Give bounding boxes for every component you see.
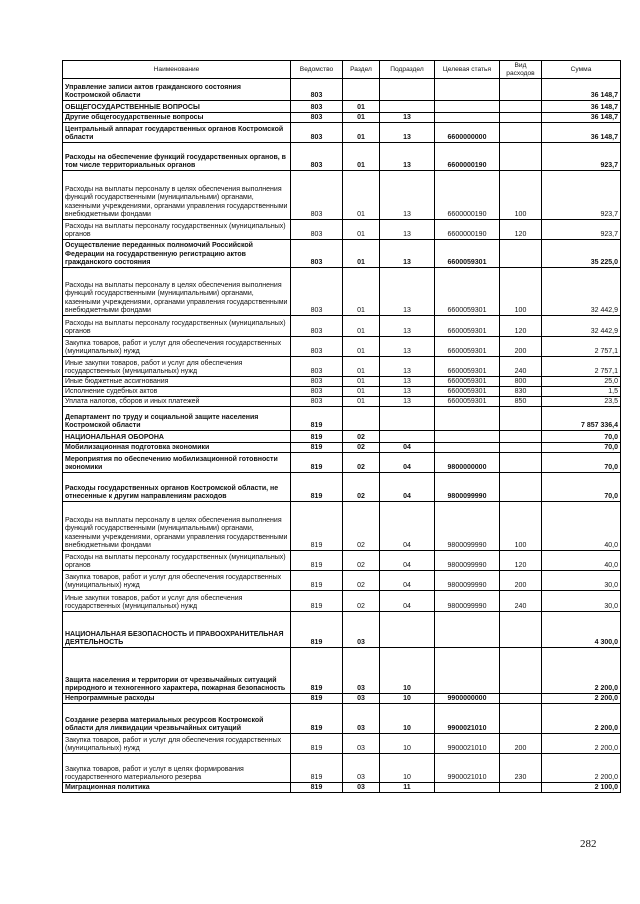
cell-type bbox=[500, 453, 542, 473]
table-row bbox=[63, 783, 621, 793]
cell-type bbox=[500, 101, 542, 113]
cell-subsection: 04 bbox=[380, 591, 435, 612]
cell-name: Создание резерва материальных ресурсов Костромской области для ликвидации чрезвычайных ситуаций bbox=[63, 704, 291, 734]
cell-type bbox=[500, 648, 542, 694]
cell-target: 9900021010 bbox=[435, 734, 500, 754]
cell-target bbox=[435, 431, 500, 443]
cell-subsection: 13 bbox=[380, 143, 435, 171]
cell-section: 03 bbox=[343, 694, 380, 704]
cell-subsection: 13 bbox=[380, 268, 435, 316]
cell-dept: 819 bbox=[291, 407, 343, 431]
cell-section: 01 bbox=[343, 268, 380, 316]
cell-name: Закупка товаров, работ и услуг для обеспечения государственных (муниципальных) нужд bbox=[63, 734, 291, 754]
table-row bbox=[63, 648, 621, 694]
cell-target: 6600000000 bbox=[435, 123, 500, 143]
cell-subsection: 04 bbox=[380, 502, 435, 551]
header-dept: Ведомство bbox=[291, 61, 343, 79]
cell-dept: 819 bbox=[291, 734, 343, 754]
cell-sum: 2 757,1 bbox=[542, 337, 621, 357]
cell-sum: 36 148,7 bbox=[542, 101, 621, 113]
cell-section bbox=[343, 79, 380, 101]
cell-target: 9800099990 bbox=[435, 502, 500, 551]
cell-subsection: 13 bbox=[380, 377, 435, 387]
cell-target: 9800000000 bbox=[435, 453, 500, 473]
cell-dept: 803 bbox=[291, 337, 343, 357]
cell-type: 200 bbox=[500, 337, 542, 357]
cell-target: 6600000190 bbox=[435, 143, 500, 171]
cell-subsection: 04 bbox=[380, 551, 435, 571]
cell-section: 01 bbox=[343, 240, 380, 268]
cell-sum: 70,0 bbox=[542, 453, 621, 473]
cell-name: Закупка товаров, работ и услуг для обеспечения государственных (муниципальных) нужд bbox=[63, 571, 291, 591]
header-target: Целевая статья bbox=[435, 61, 500, 79]
cell-type bbox=[500, 431, 542, 443]
cell-subsection: 10 bbox=[380, 704, 435, 734]
cell-name: Иные бюджетные ассигнования bbox=[63, 377, 291, 387]
cell-name: Расходы на обеспечение функций государственных органов, в том числе территориальных органов bbox=[63, 143, 291, 171]
cell-section: 02 bbox=[343, 591, 380, 612]
cell-type bbox=[500, 113, 542, 123]
cell-sum: 923,7 bbox=[542, 220, 621, 240]
table-row bbox=[63, 734, 621, 754]
cell-subsection: 04 bbox=[380, 443, 435, 453]
cell-section: 01 bbox=[343, 337, 380, 357]
cell-sum: 2 200,0 bbox=[542, 648, 621, 694]
cell-name: Расходы на выплаты персоналу государственных (муниципальных) органов bbox=[63, 551, 291, 571]
cell-subsection: 10 bbox=[380, 694, 435, 704]
cell-dept: 819 bbox=[291, 694, 343, 704]
table-row bbox=[63, 171, 621, 220]
cell-sum: 30,0 bbox=[542, 571, 621, 591]
cell-target: 6600059301 bbox=[435, 316, 500, 337]
cell-sum: 2 757,1 bbox=[542, 357, 621, 377]
cell-dept: 819 bbox=[291, 612, 343, 648]
cell-target bbox=[435, 612, 500, 648]
table-row bbox=[63, 377, 621, 387]
cell-name: Уплата налогов, сборов и иных платежей bbox=[63, 397, 291, 407]
cell-target: 6600059301 bbox=[435, 240, 500, 268]
cell-type bbox=[500, 240, 542, 268]
table-row bbox=[63, 357, 621, 377]
cell-target: 6600059301 bbox=[435, 357, 500, 377]
cell-name: Расходы на выплаты персоналу в целях обеспечения выполнения функций государственными (муниципальными) органами, казенными учреждениями, органами управления государственными внебюджетными фондами bbox=[63, 502, 291, 551]
cell-dept: 819 bbox=[291, 453, 343, 473]
cell-name: Расходы на выплаты персоналу государственных (муниципальных) органов bbox=[63, 220, 291, 240]
table-row bbox=[63, 123, 621, 143]
table-row bbox=[63, 407, 621, 431]
cell-section: 02 bbox=[343, 473, 380, 502]
cell-sum: 923,7 bbox=[542, 171, 621, 220]
cell-target: 6600000190 bbox=[435, 171, 500, 220]
cell-type: 100 bbox=[500, 268, 542, 316]
cell-dept: 803 bbox=[291, 79, 343, 101]
cell-name: Защита населения и территории от чрезвычайных ситуаций природного и техногенного характера, пожарная безопасность bbox=[63, 648, 291, 694]
cell-sum: 36 148,7 bbox=[542, 123, 621, 143]
table-row bbox=[63, 79, 621, 101]
cell-section: 02 bbox=[343, 551, 380, 571]
cell-target: 6600000190 bbox=[435, 220, 500, 240]
cell-dept: 803 bbox=[291, 113, 343, 123]
cell-dept: 819 bbox=[291, 648, 343, 694]
cell-subsection: 11 bbox=[380, 783, 435, 793]
budget-table bbox=[62, 60, 621, 793]
cell-sum: 7 857 336,4 bbox=[542, 407, 621, 431]
cell-dept: 803 bbox=[291, 387, 343, 397]
cell-sum: 2 100,0 bbox=[542, 783, 621, 793]
cell-name: Расходы на выплаты персоналу в целях обеспечения выполнения функций государственными (муниципальными) органами, казенными учреждениями, органами управления государственными внебюджетными фондами bbox=[63, 268, 291, 316]
cell-sum: 70,0 bbox=[542, 473, 621, 502]
header-subsection: Подраздел bbox=[380, 61, 435, 79]
cell-name: Иные закупки товаров, работ и услуг для обеспечения государственных (муниципальных) нужд bbox=[63, 591, 291, 612]
cell-sum: 35 225,0 bbox=[542, 240, 621, 268]
cell-subsection bbox=[380, 407, 435, 431]
cell-type bbox=[500, 783, 542, 793]
cell-section: 03 bbox=[343, 612, 380, 648]
cell-target bbox=[435, 101, 500, 113]
cell-sum: 30,0 bbox=[542, 591, 621, 612]
cell-name: Департамент по труду и социальной защите населения Костромской области bbox=[63, 407, 291, 431]
cell-name: Закупка товаров, работ и услуг для обеспечения государственных (муниципальных) нужд bbox=[63, 337, 291, 357]
cell-sum: 40,0 bbox=[542, 502, 621, 551]
cell-section: 01 bbox=[343, 143, 380, 171]
cell-dept: 803 bbox=[291, 143, 343, 171]
cell-dept: 803 bbox=[291, 171, 343, 220]
cell-subsection bbox=[380, 431, 435, 443]
table-header-row bbox=[63, 61, 621, 79]
cell-section: 01 bbox=[343, 171, 380, 220]
cell-section: 02 bbox=[343, 443, 380, 453]
cell-sum: 32 442,9 bbox=[542, 316, 621, 337]
cell-name: Непрограммные расходы bbox=[63, 694, 291, 704]
cell-section: 01 bbox=[343, 387, 380, 397]
cell-target: 9800099990 bbox=[435, 591, 500, 612]
cell-subsection: 13 bbox=[380, 240, 435, 268]
cell-name: Расходы на выплаты персоналу государственных (муниципальных) органов bbox=[63, 316, 291, 337]
table-row bbox=[63, 240, 621, 268]
cell-dept: 819 bbox=[291, 571, 343, 591]
cell-sum: 4 300,0 bbox=[542, 612, 621, 648]
header-sum: Сумма bbox=[542, 61, 621, 79]
cell-name: Мероприятия по обеспечению мобилизационной готовности экономики bbox=[63, 453, 291, 473]
cell-type: 800 bbox=[500, 377, 542, 387]
cell-type: 100 bbox=[500, 171, 542, 220]
cell-type: 240 bbox=[500, 591, 542, 612]
cell-type: 100 bbox=[500, 502, 542, 551]
cell-type bbox=[500, 407, 542, 431]
cell-sum: 36 148,7 bbox=[542, 113, 621, 123]
cell-section: 01 bbox=[343, 377, 380, 387]
cell-sum: 1,5 bbox=[542, 387, 621, 397]
cell-type bbox=[500, 694, 542, 704]
cell-subsection: 04 bbox=[380, 571, 435, 591]
cell-subsection: 13 bbox=[380, 220, 435, 240]
table-row bbox=[63, 143, 621, 171]
cell-subsection: 13 bbox=[380, 171, 435, 220]
cell-target: 6600059301 bbox=[435, 337, 500, 357]
cell-subsection: 13 bbox=[380, 337, 435, 357]
table-row bbox=[63, 473, 621, 502]
cell-section: 02 bbox=[343, 431, 380, 443]
cell-section: 01 bbox=[343, 123, 380, 143]
cell-dept: 803 bbox=[291, 357, 343, 377]
cell-sum: 70,0 bbox=[542, 443, 621, 453]
cell-target: 9900000000 bbox=[435, 694, 500, 704]
cell-sum: 25,0 bbox=[542, 377, 621, 387]
cell-section bbox=[343, 407, 380, 431]
cell-type: 120 bbox=[500, 316, 542, 337]
cell-name: Исполнение судебных актов bbox=[63, 387, 291, 397]
cell-subsection: 10 bbox=[380, 754, 435, 783]
header-section: Раздел bbox=[343, 61, 380, 79]
cell-dept: 819 bbox=[291, 754, 343, 783]
cell-target: 9800099990 bbox=[435, 571, 500, 591]
header-type: Вид расходов bbox=[500, 61, 542, 79]
cell-target bbox=[435, 783, 500, 793]
cell-type: 120 bbox=[500, 220, 542, 240]
cell-name: НАЦИОНАЛЬНАЯ БЕЗОПАСНОСТЬ И ПРАВООХРАНИТЕЛЬНАЯ ДЕЯТЕЛЬНОСТЬ bbox=[63, 612, 291, 648]
cell-section: 01 bbox=[343, 113, 380, 123]
cell-name: Расходы государственных органов Костромской области, не отнесенные к другим направлениям расходов bbox=[63, 473, 291, 502]
table-row bbox=[63, 101, 621, 113]
cell-dept: 803 bbox=[291, 220, 343, 240]
table-row bbox=[63, 443, 621, 453]
cell-subsection: 10 bbox=[380, 734, 435, 754]
cell-dept: 819 bbox=[291, 591, 343, 612]
table-row bbox=[63, 113, 621, 123]
table-row bbox=[63, 268, 621, 316]
cell-dept: 819 bbox=[291, 704, 343, 734]
cell-section: 01 bbox=[343, 316, 380, 337]
table-row bbox=[63, 502, 621, 551]
table-row bbox=[63, 551, 621, 571]
cell-type: 200 bbox=[500, 571, 542, 591]
cell-type: 850 bbox=[500, 397, 542, 407]
cell-type bbox=[500, 79, 542, 101]
cell-subsection: 04 bbox=[380, 453, 435, 473]
cell-dept: 803 bbox=[291, 240, 343, 268]
table-row bbox=[63, 704, 621, 734]
cell-target: 6600059301 bbox=[435, 377, 500, 387]
cell-target: 9900021010 bbox=[435, 754, 500, 783]
cell-sum: 2 200,0 bbox=[542, 694, 621, 704]
cell-subsection: 13 bbox=[380, 123, 435, 143]
cell-subsection bbox=[380, 79, 435, 101]
header-name: Наименование bbox=[63, 61, 291, 79]
cell-name: Другие общегосударственные вопросы bbox=[63, 113, 291, 123]
cell-dept: 819 bbox=[291, 431, 343, 443]
cell-target: 6600059301 bbox=[435, 387, 500, 397]
cell-dept: 819 bbox=[291, 551, 343, 571]
cell-section: 02 bbox=[343, 453, 380, 473]
cell-name: Миграционная политика bbox=[63, 783, 291, 793]
cell-section: 01 bbox=[343, 397, 380, 407]
cell-subsection: 10 bbox=[380, 648, 435, 694]
table-row bbox=[63, 571, 621, 591]
table-row bbox=[63, 337, 621, 357]
cell-name: ОБЩЕГОСУДАРСТВЕННЫЕ ВОПРОСЫ bbox=[63, 101, 291, 113]
cell-sum: 2 200,0 bbox=[542, 704, 621, 734]
cell-subsection: 04 bbox=[380, 473, 435, 502]
cell-dept: 803 bbox=[291, 397, 343, 407]
cell-section: 03 bbox=[343, 704, 380, 734]
cell-subsection: 13 bbox=[380, 387, 435, 397]
cell-target: 6600059301 bbox=[435, 268, 500, 316]
table-row bbox=[63, 397, 621, 407]
table-row bbox=[63, 431, 621, 443]
cell-subsection bbox=[380, 101, 435, 113]
cell-subsection: 13 bbox=[380, 316, 435, 337]
cell-dept: 803 bbox=[291, 268, 343, 316]
cell-sum: 40,0 bbox=[542, 551, 621, 571]
cell-name: НАЦИОНАЛЬНАЯ ОБОРОНА bbox=[63, 431, 291, 443]
cell-sum: 32 442,9 bbox=[542, 268, 621, 316]
cell-type bbox=[500, 123, 542, 143]
cell-target: 9800099990 bbox=[435, 551, 500, 571]
cell-dept: 803 bbox=[291, 101, 343, 113]
cell-sum: 2 200,0 bbox=[542, 754, 621, 783]
table-row bbox=[63, 591, 621, 612]
cell-sum: 923,7 bbox=[542, 143, 621, 171]
cell-subsection bbox=[380, 612, 435, 648]
cell-target bbox=[435, 79, 500, 101]
cell-section: 03 bbox=[343, 783, 380, 793]
table-row bbox=[63, 694, 621, 704]
cell-sum: 36 148,7 bbox=[542, 79, 621, 101]
cell-section: 02 bbox=[343, 502, 380, 551]
cell-dept: 819 bbox=[291, 783, 343, 793]
cell-target: 9900021010 bbox=[435, 704, 500, 734]
cell-subsection: 13 bbox=[380, 357, 435, 377]
cell-type: 830 bbox=[500, 387, 542, 397]
cell-target bbox=[435, 407, 500, 431]
cell-section: 01 bbox=[343, 357, 380, 377]
cell-type: 120 bbox=[500, 551, 542, 571]
cell-dept: 819 bbox=[291, 502, 343, 551]
cell-section: 03 bbox=[343, 754, 380, 783]
cell-sum: 2 200,0 bbox=[542, 734, 621, 754]
table-row bbox=[63, 220, 621, 240]
cell-dept: 819 bbox=[291, 473, 343, 502]
cell-target: 9800099990 bbox=[435, 473, 500, 502]
cell-type bbox=[500, 443, 542, 453]
cell-type: 200 bbox=[500, 734, 542, 754]
cell-type bbox=[500, 704, 542, 734]
table-row bbox=[63, 316, 621, 337]
cell-target bbox=[435, 113, 500, 123]
cell-type: 240 bbox=[500, 357, 542, 377]
cell-section: 03 bbox=[343, 734, 380, 754]
cell-dept: 803 bbox=[291, 316, 343, 337]
table-row bbox=[63, 612, 621, 648]
cell-dept: 819 bbox=[291, 443, 343, 453]
cell-name: Расходы на выплаты персоналу в целях обеспечения выполнения функций государственными (муниципальными) органами, казенными учреждениями, органами управления государственными внебюджетными фондами bbox=[63, 171, 291, 220]
cell-subsection: 13 bbox=[380, 113, 435, 123]
cell-name: Мобилизационная подготовка экономики bbox=[63, 443, 291, 453]
table-body bbox=[63, 79, 621, 793]
cell-target bbox=[435, 648, 500, 694]
cell-type bbox=[500, 143, 542, 171]
cell-type bbox=[500, 473, 542, 502]
cell-dept: 803 bbox=[291, 123, 343, 143]
cell-type: 230 bbox=[500, 754, 542, 783]
cell-name: Центральный аппарат государственных органов Костромской области bbox=[63, 123, 291, 143]
cell-name: Иные закупки товаров, работ и услуг для обеспечения государственных (муниципальных) нужд bbox=[63, 357, 291, 377]
cell-sum: 70,0 bbox=[542, 431, 621, 443]
cell-subsection: 13 bbox=[380, 397, 435, 407]
cell-sum: 23,5 bbox=[542, 397, 621, 407]
cell-dept: 803 bbox=[291, 377, 343, 387]
cell-section: 01 bbox=[343, 101, 380, 113]
table-row bbox=[63, 387, 621, 397]
table-row bbox=[63, 453, 621, 473]
cell-section: 02 bbox=[343, 571, 380, 591]
cell-name: Закупка товаров, работ и услуг в целях формирования государственного материального резерва bbox=[63, 754, 291, 783]
cell-name: Управление записи актов гражданского состояния Костромской области bbox=[63, 79, 291, 101]
table-row bbox=[63, 754, 621, 783]
cell-name: Осуществление переданных полномочий Российской Федерации на государственную регистрацию актов гражданского состояния bbox=[63, 240, 291, 268]
cell-target: 6600059301 bbox=[435, 397, 500, 407]
cell-section: 03 bbox=[343, 648, 380, 694]
page-number: 282 bbox=[580, 838, 597, 850]
cell-target bbox=[435, 443, 500, 453]
cell-section: 01 bbox=[343, 220, 380, 240]
cell-type bbox=[500, 612, 542, 648]
